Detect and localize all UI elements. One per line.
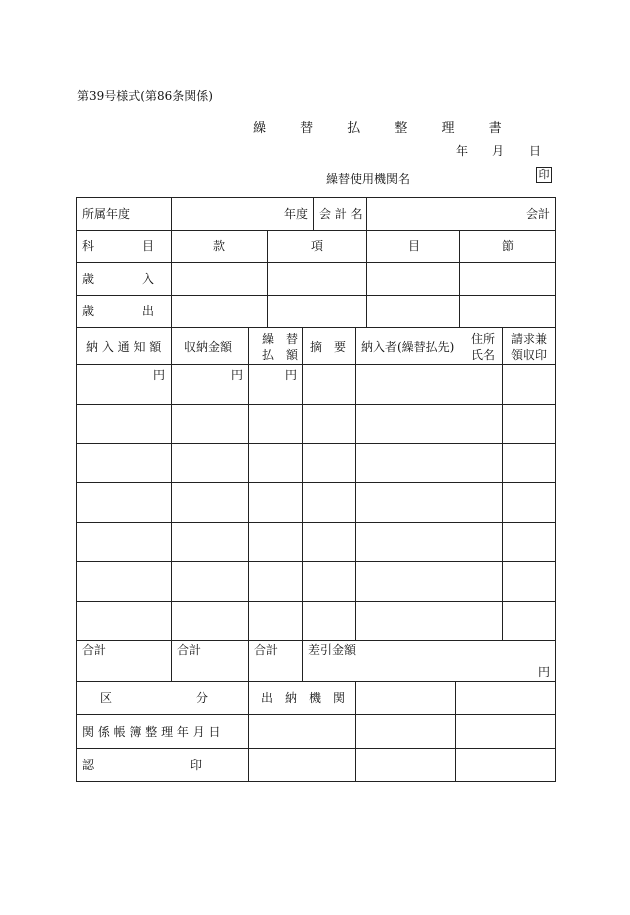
kou-label: 項 [311, 239, 324, 253]
col-received-amount: 収納金額 [184, 340, 233, 354]
col-kurikae-2: 払 額 [262, 348, 299, 362]
col-name: 氏名 [471, 348, 496, 362]
moku-label: 目 [408, 239, 421, 253]
approval-label: 認 印 [82, 758, 203, 772]
col-payer: 納入者(繰替払先) [361, 340, 455, 354]
yen-unit-received: 円 [231, 368, 244, 382]
date-day-label: 日 [529, 144, 542, 158]
yen-unit-notice: 円 [153, 368, 166, 382]
seal-mark: 印 [536, 167, 552, 183]
yen-unit-kurikae: 円 [285, 368, 298, 382]
fiscal-year-label: 所属年度 [82, 207, 131, 221]
col-summary: 摘 要 [310, 340, 347, 354]
kan-label: 款 [213, 239, 226, 253]
year-suffix: 年度 [284, 207, 309, 221]
col-receipt-2: 領収印 [511, 348, 548, 362]
col-address: 住所 [471, 332, 496, 346]
date-month-label: 月 [492, 144, 505, 158]
agency-name-label: 繰替使用機関名 [326, 172, 411, 186]
account-name-label: 会 計 名 [319, 207, 363, 221]
ledger-date-label: 関 係 帳 簿 整 理 年 月 日 [82, 725, 221, 739]
division-label: 区 分 [100, 691, 209, 705]
col-kurikae-1: 繰 替 [262, 332, 299, 346]
col-receipt-1: 請求兼 [511, 332, 548, 346]
revenue-label: 歳 入 [82, 272, 155, 286]
disbursement-label: 出 納 機 関 [261, 691, 346, 705]
date-year-label: 年 [456, 144, 469, 158]
form-number: 第39号様式(第86条関係) [77, 89, 213, 103]
item-label: 科 目 [82, 239, 155, 253]
account-suffix: 会計 [526, 207, 551, 221]
page-title: 繰 替 払 整 理 書 [253, 121, 517, 136]
expenditure-label: 歳 出 [82, 304, 155, 318]
difference-label: 差引金額 [308, 643, 357, 657]
difference-yen: 円 [538, 665, 551, 679]
total-kurikae: 合計 [254, 643, 279, 657]
total-received: 合計 [177, 643, 202, 657]
setsu-label: 節 [502, 239, 515, 253]
total-notice: 合計 [82, 643, 107, 657]
col-notice-amount: 納 入 通 知 額 [86, 340, 162, 354]
